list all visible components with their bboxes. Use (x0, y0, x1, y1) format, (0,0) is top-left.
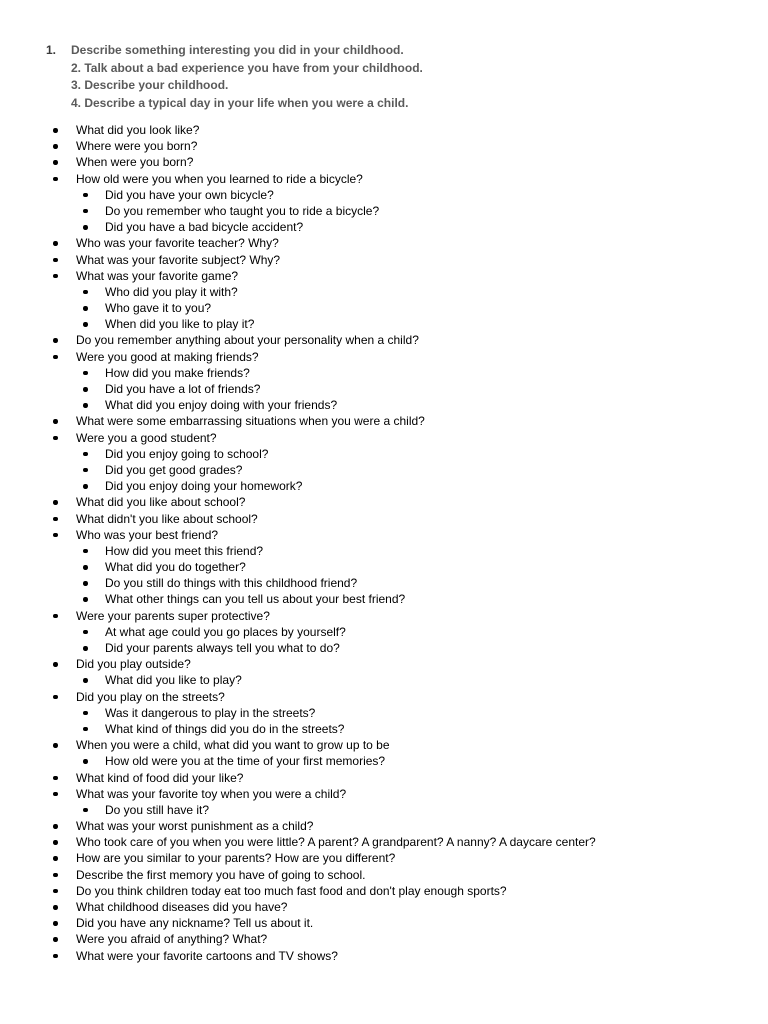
question-item (0, 154, 768, 170)
bullet-icon (83, 630, 88, 635)
sub-question-item (0, 591, 768, 607)
bullet-icon (83, 581, 88, 586)
sub-question-item (0, 219, 768, 235)
sub-question-item (0, 802, 768, 818)
question-text: How did you meet this friend? (105, 543, 264, 558)
bullet-icon (53, 533, 58, 538)
sub-question-item (0, 365, 768, 381)
topic-item (0, 95, 768, 113)
bullet-icon (53, 954, 58, 959)
question-text: How old were you when you learned to ride a bicycle? (76, 171, 363, 186)
question-text: When were you born? (76, 155, 194, 170)
bullet-icon (83, 711, 88, 716)
question-text: What did you like to play? (105, 673, 242, 688)
sub-question-item (0, 187, 768, 203)
sub-question-item (0, 672, 768, 688)
question-text: Do you remember anything about your personality when a child? (76, 333, 419, 348)
question-item (0, 252, 768, 268)
question-text: Who took care of you when you were little? A parent? A grandparent? A nanny? A daycare center? (76, 835, 596, 850)
question-item (0, 931, 768, 947)
question-text: What were some embarrassing situations when you were a child? (76, 414, 425, 429)
bullet-icon (53, 177, 58, 182)
question-text: Did you have a lot of friends? (105, 382, 261, 396)
bullet-icon (83, 727, 88, 732)
bullet-icon (83, 193, 88, 198)
question-item (0, 430, 768, 446)
sub-question-item (0, 753, 768, 769)
question-text: What did you do together? (105, 560, 246, 575)
sub-question-item (0, 397, 768, 413)
question-item (0, 511, 768, 527)
bullet-icon (53, 419, 58, 424)
bullet-icon (53, 776, 58, 781)
bullet-icon (53, 695, 58, 700)
question-text: Was it dangerous to play in the streets? (105, 705, 316, 720)
question-item (0, 786, 768, 802)
question-text: Do you still do things with this childhood friend? (105, 576, 358, 591)
topic-item (0, 77, 768, 95)
sub-question-item (0, 300, 768, 316)
question-text: Did you have a bad bicycle accident? (105, 220, 304, 235)
bullet-icon (83, 484, 88, 489)
question-text: What did you like about school? (76, 495, 246, 510)
question-item (0, 494, 768, 510)
question-text: What did you enjoy doing with your friends? (105, 398, 338, 413)
question-text: Did you enjoy going to school? (105, 446, 269, 461)
bullet-icon (83, 371, 88, 376)
bullet-icon (53, 128, 58, 133)
question-item (0, 850, 768, 866)
topic-text: Describe something interesting you did in your childhood. (71, 43, 404, 57)
topic-list (0, 42, 768, 112)
question-text: When did you like to play it? (105, 317, 255, 332)
question-item (0, 915, 768, 931)
bullet-icon (83, 225, 88, 230)
bullet-icon (53, 889, 58, 894)
bullet-icon (83, 549, 88, 554)
bullet-icon (53, 355, 58, 360)
bullet-icon (53, 824, 58, 829)
bullet-icon (83, 403, 88, 408)
bullet-icon (53, 840, 58, 845)
question-text: At what age could you go places by yourself? (105, 624, 346, 639)
question-text: Who was your best friend? (76, 527, 219, 542)
bullet-icon (53, 792, 58, 797)
question-text: Do you remember who taught you to ride a bicycle? (105, 203, 380, 218)
sub-question-item (0, 721, 768, 737)
question-item (0, 948, 768, 964)
question-text: Did you play on the streets? (76, 689, 225, 704)
question-item (0, 413, 768, 429)
bullet-icon (53, 160, 58, 165)
question-text: Who gave it to you? (105, 301, 212, 316)
bullet-icon (83, 597, 88, 602)
bullet-icon (53, 873, 58, 878)
sub-question-item (0, 446, 768, 462)
bullet-icon (83, 452, 88, 457)
bullet-icon (83, 387, 88, 392)
question-text: Were you good at making friends? (76, 349, 259, 364)
question-text: What kind of food did your like? (76, 770, 244, 785)
sub-question-item (0, 624, 768, 640)
question-item (0, 268, 768, 284)
bullet-icon (83, 678, 88, 683)
bullet-icon (53, 921, 58, 926)
sub-question-item (0, 543, 768, 559)
question-text: What was your worst punishment as a child? (76, 819, 314, 834)
bullet-icon (53, 743, 58, 748)
bullet-icon (83, 808, 88, 813)
question-text: How old were you at the time of your first memories? (105, 754, 386, 769)
bullet-icon (83, 306, 88, 311)
sub-question-item (0, 559, 768, 575)
question-text: Were you a good student? (76, 430, 217, 445)
question-item (0, 171, 768, 187)
question-text: What childhood diseases did you have? (76, 900, 288, 914)
question-text: Were your parents super protective? (76, 608, 270, 623)
bullet-icon (83, 565, 88, 570)
question-item (0, 883, 768, 899)
bullet-icon (53, 436, 58, 441)
question-text: Did your parents always tell you what to do? (105, 641, 340, 655)
question-text: Did you play outside? (76, 657, 191, 672)
question-item (0, 818, 768, 834)
bullet-icon (53, 937, 58, 942)
topic-number: 1. (46, 43, 57, 57)
bullet-icon (53, 517, 58, 522)
sub-question-item (0, 203, 768, 219)
topic-item (0, 60, 768, 78)
question-item (0, 332, 768, 348)
bullet-icon (53, 905, 58, 910)
bullet-icon (83, 468, 88, 473)
question-text: What did you look like? (76, 123, 200, 137)
question-text: Do you think children today eat too much fast food and don't play enough sports? (76, 883, 507, 898)
bullet-icon (53, 241, 58, 246)
question-item (0, 899, 768, 915)
sub-question-item (0, 640, 768, 656)
topic-text: 2. Talk about a bad experience you have from your childhood. (71, 60, 423, 75)
question-text: When you were a child, what did you want to grow up to be (76, 738, 390, 753)
question-text: How are you similar to your parents? How are you different? (76, 851, 396, 866)
bullet-icon (83, 759, 88, 764)
question-item (0, 689, 768, 705)
topic-text: 3. Describe your childhood. (71, 78, 229, 92)
sub-question-item (0, 575, 768, 591)
question-text: Did you get good grades? (105, 462, 243, 477)
question-text: Describe the first memory you have of going to school. (76, 867, 366, 882)
question-text: What were your favorite cartoons and TV shows? (76, 948, 338, 963)
question-text: Where were you born? (76, 139, 198, 154)
topic-text: 4. Describe a typical day in your life when you were a child. (71, 95, 409, 110)
question-item (0, 737, 768, 753)
question-item (0, 834, 768, 850)
bullet-icon (53, 856, 58, 861)
bullet-icon (53, 258, 58, 263)
question-text: How did you make friends? (105, 365, 250, 380)
question-text: Who did you play it with? (105, 284, 238, 299)
sub-question-item (0, 316, 768, 332)
sub-question-item (0, 462, 768, 478)
bullet-icon (83, 290, 88, 295)
sub-question-item (0, 284, 768, 300)
bullet-icon (53, 500, 58, 505)
bullet-icon (53, 614, 58, 619)
bullet-icon (83, 646, 88, 651)
bullet-icon (53, 274, 58, 279)
question-text: What other things can you tell us about your best friend? (105, 592, 406, 607)
question-item (0, 608, 768, 624)
sub-question-item (0, 381, 768, 397)
question-item (0, 122, 768, 138)
question-text: What was your favorite toy when you were a child? (76, 786, 347, 801)
question-item (0, 527, 768, 543)
question-text: What was your favorite subject? Why? (76, 252, 281, 267)
sub-question-item (0, 478, 768, 494)
bullet-icon (83, 209, 88, 214)
bullet-icon (83, 322, 88, 327)
question-item (0, 349, 768, 365)
question-item (0, 770, 768, 786)
question-text: What was your favorite game? (76, 268, 239, 283)
bullet-icon (53, 662, 58, 667)
question-item (0, 138, 768, 154)
question-item (0, 656, 768, 672)
question-text: Who was your favorite teacher? Why? (76, 236, 279, 251)
question-text: Did you enjoy doing your homework? (105, 479, 303, 494)
question-text: What kind of things did you do in the streets? (105, 721, 345, 736)
bullet-icon (53, 338, 58, 343)
sub-question-item (0, 705, 768, 721)
question-list (0, 122, 768, 964)
question-item (0, 867, 768, 883)
question-text: Did you have any nickname? Tell us about it. (76, 916, 314, 931)
bullet-icon (53, 144, 58, 149)
question-text: Do you still have it? (105, 802, 210, 817)
question-text: What didn't you like about school? (76, 511, 258, 526)
topic-item (0, 42, 768, 60)
question-text: Were you afraid of anything? What? (76, 932, 268, 947)
question-item (0, 235, 768, 251)
question-text: Did you have your own bicycle? (105, 187, 274, 202)
